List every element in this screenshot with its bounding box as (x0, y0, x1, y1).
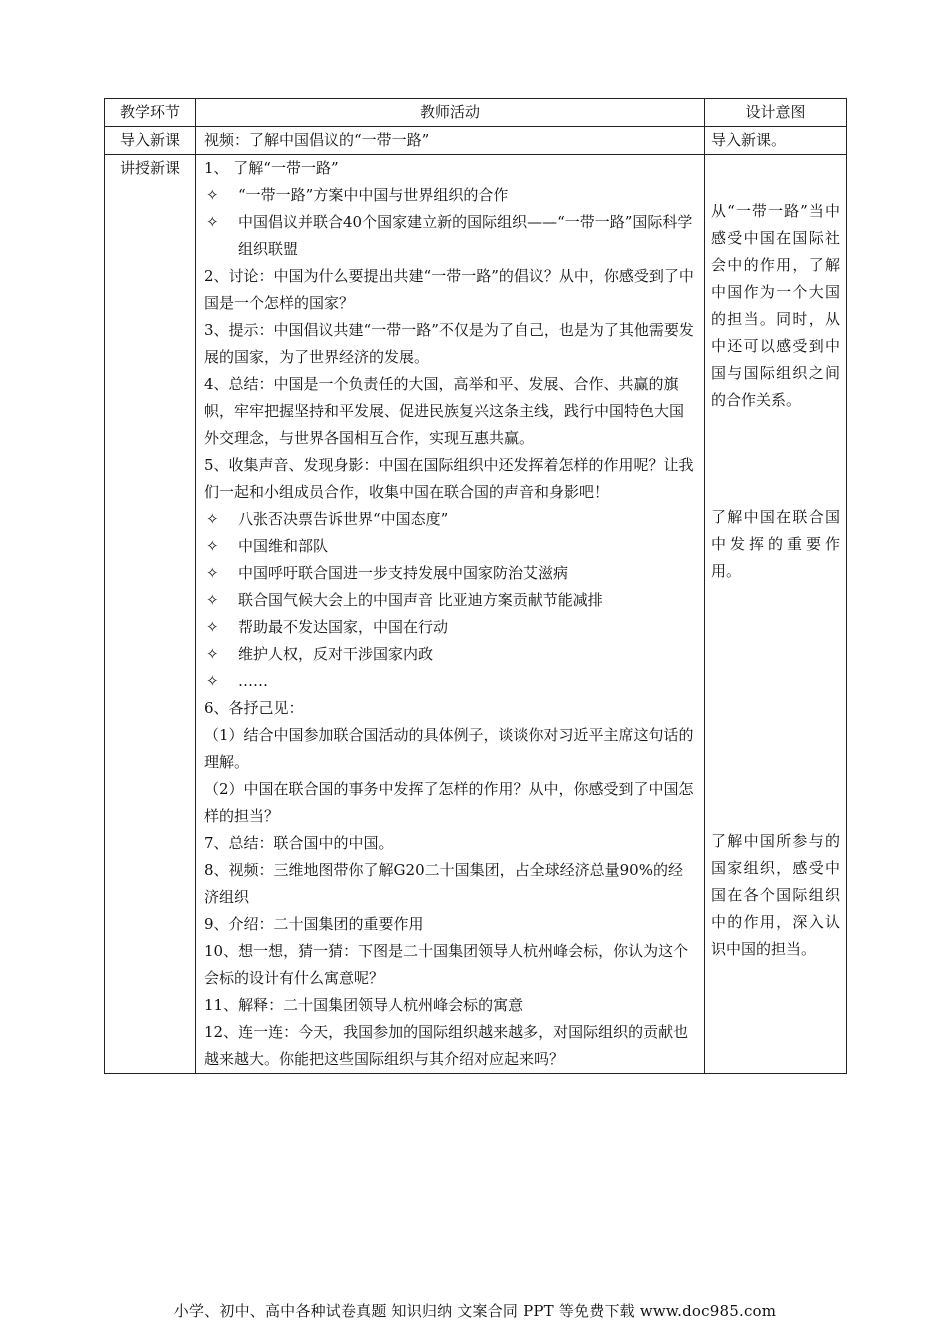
activity-intro: 视频：了解中国倡议的“一带一路” (196, 127, 705, 155)
lesson-plan-table (104, 98, 847, 1074)
activity-paragraph: 3、提示：中国倡议共建“一带一路”不仅是为了自己，也是为了其他需要发展的国家，为了世界经济的发展。 (204, 321, 694, 366)
diamond-bullet-icon: ✧ (206, 213, 219, 231)
activity-paragraph: 9、介绍：二十国集团的重要作用 (204, 915, 424, 933)
bullet-text: 联合国气候大会上的中国声音 比亚迪方案贡献节能减排 (238, 591, 603, 609)
diamond-bullet-icon: ✧ (206, 186, 219, 204)
bullet-text: 中国呼吁联合国进一步支持发展中国家防治艾滋病 (238, 564, 569, 582)
activity-teach (196, 155, 705, 1074)
diamond-bullet-icon: ✧ (206, 645, 219, 663)
activity-paragraph: 12、连一连：今天，我国参加的国际组织越来越多，对国际组织的贡献也越来越大。你能把这些国际组织与其介绍对应起来吗？ (204, 1023, 689, 1068)
header-activity: 教师活动 (196, 99, 705, 127)
bullet-item (204, 182, 696, 209)
intent-g20: 了解中国所参与的国家组织，感受中国在各个国际组织中的作用，深入认识中国的担当。 (711, 832, 840, 958)
diamond-bullet-icon: ✧ (206, 537, 219, 555)
intent-teach (705, 155, 847, 1074)
activity-paragraph: 8、视频：三维地图带你了解G20二十国集团，占全球经济总量90%的经济组织 (204, 861, 683, 906)
table-row-teach (105, 155, 847, 1074)
activity-paragraph: 10、想一想，猜一猜：下图是二十国集团领导人杭州峰会标，你认为这个会标的设计有什么寓意呢？ (204, 942, 689, 987)
activity-lines (204, 155, 696, 1073)
diamond-bullet-icon: ✧ (206, 618, 219, 636)
diamond-bullet-icon: ✧ (206, 510, 219, 528)
activity-paragraph: 6、各抒己见： (204, 699, 304, 717)
bullet-item (204, 614, 696, 641)
diamond-bullet-icon: ✧ (206, 564, 219, 582)
bullet-item (204, 641, 696, 668)
activity-paragraph: 2、讨论：中国为什么要提出共建“一带一路”的倡议？从中，你感受到了中国是一个怎样的国家？ (204, 267, 694, 312)
table-row-intro (105, 127, 847, 155)
activity-paragraph: 1、 了解“一带一路” (204, 159, 339, 177)
stage-intro: 导入新课 (105, 127, 196, 155)
intent-un-role: 了解中国在联合国中发挥的重要作用。 (711, 508, 840, 580)
bullet-text: …… (238, 672, 268, 690)
activity-paragraph: 4、总结：中国是一个负责任的大国，高举和平、发展、合作、共赢的旗帜，牢牢把握坚持和平发展、促进民族复兴这条主线，践行中国特色大国外交理念，与世界各国相互合作，实现互惠共赢。 (204, 375, 685, 447)
bullet-text: 中国维和部队 (238, 537, 329, 555)
activity-paragraph: 5、收集声音、发现身影：中国在国际组织中还发挥着怎样的作用呢？让我们一起和小组成员合作，收集中国在联合国的声音和身影吧！ (204, 456, 694, 501)
bullet-item (204, 533, 696, 560)
bullet-item (204, 506, 696, 533)
bullet-text: 维护人权，反对干涉国家内政 (238, 645, 434, 663)
bullet-text: 八张否决票告诉世界“中国态度” (238, 510, 449, 528)
bullet-item (204, 668, 696, 695)
header-stage: 教学环节 (105, 99, 196, 127)
bullet-text: 帮助最不发达国家，中国在行动 (238, 618, 449, 636)
diamond-bullet-icon: ✧ (206, 672, 219, 690)
activity-paragraph: 7、总结：联合国中的中国。 (204, 834, 394, 852)
bullet-item (204, 560, 696, 587)
activity-paragraph: 11、解释：二十国集团领导人杭州峰会标的寓意 (204, 996, 524, 1014)
stage-teach: 讲授新课 (105, 155, 196, 1074)
diamond-bullet-icon: ✧ (206, 591, 219, 609)
intent-intro: 导入新课。 (705, 127, 847, 155)
header-intent: 设计意图 (705, 99, 847, 127)
intent-belt-road: 从“一带一路”当中感受中国在国际社会中的作用，了解中国作为一个大国的担当。同时，从中还可以感受到中国与国际组织之间的合作关系。 (711, 202, 840, 409)
bullet-text: “一带一路”方案中中国与世界组织的合作 (238, 186, 509, 204)
bullet-item (204, 587, 696, 614)
activity-paragraph: （2）中国在联合国的事务中发挥了怎样的作用？从中，你感受到了中国怎样的担当？ (204, 780, 694, 825)
bullet-text: 中国倡议并联合40个国家建立新的国际组织——“一带一路”国际科学组织联盟 (238, 213, 693, 258)
page-footer: 小学、初中、高中各种试卷真题 知识归纳 文案合同 PPT 等免费下载 www.doc985.com (173, 1302, 777, 1320)
activity-paragraph: （1）结合中国参加联合国活动的具体例子，谈谈你对习近平主席这句话的理解。 (204, 726, 694, 771)
table-header-row (105, 99, 847, 127)
bullet-item (204, 209, 696, 263)
